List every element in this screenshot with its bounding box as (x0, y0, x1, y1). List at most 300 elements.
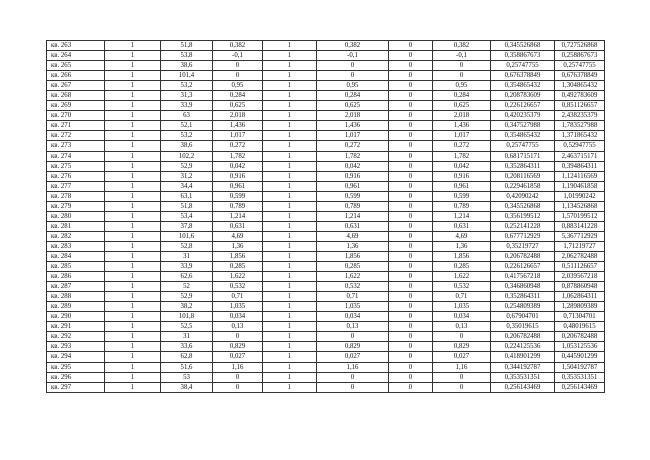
table-cell: 0,631 (317, 221, 389, 231)
apartment-cell: кв. 282 (47, 231, 105, 241)
table-cell: 0,229461858 (491, 181, 555, 191)
table-cell: 0,284 (213, 91, 263, 101)
table-cell: 0,961 (433, 181, 491, 191)
apartment-cell: кв. 277 (47, 181, 105, 191)
table-cell: 1,134526868 (555, 201, 605, 211)
table-cell: 0,878860948 (555, 282, 605, 292)
table-cell: 0,789 (213, 201, 263, 211)
table-cell: 0 (213, 372, 263, 382)
table-cell: 33,6 (161, 342, 213, 352)
table-cell: 1 (263, 221, 317, 231)
table-cell: 0,256143469 (555, 382, 605, 392)
table-cell: 1 (105, 131, 161, 141)
apartment-cell: кв. 297 (47, 382, 105, 392)
table-cell: 0,676378849 (491, 71, 555, 81)
table-cell: 1 (263, 161, 317, 171)
table-cell: 0 (389, 191, 433, 201)
table-row (47, 312, 605, 322)
table-cell: 0 (389, 302, 433, 312)
table-cell: 0,95 (317, 81, 389, 91)
table-cell: 0,352864311 (491, 292, 555, 302)
table-cell: 1 (105, 372, 161, 382)
apartment-cell: кв. 263 (47, 41, 105, 51)
table-cell: 1 (263, 211, 317, 221)
table-cell: 0,356199512 (491, 211, 555, 221)
table-cell: 1 (105, 312, 161, 322)
table-cell: 1,289809389 (555, 302, 605, 312)
table-cell: 1,782 (317, 151, 389, 161)
table-cell: 31 (161, 251, 213, 261)
table-row (47, 51, 605, 61)
table-cell: 0,681715171 (491, 151, 555, 161)
table-cell: 0,35219727 (491, 241, 555, 251)
table-cell: 0,13 (433, 322, 491, 332)
table-cell: 0 (389, 81, 433, 91)
table-cell: 0 (389, 131, 433, 141)
apartment-cell: кв. 275 (47, 161, 105, 171)
table-cell: 38,4 (161, 382, 213, 392)
table-cell: 0,272 (213, 141, 263, 151)
table-cell: 2,438235379 (555, 111, 605, 121)
table-cell: 1 (263, 41, 317, 51)
table-cell: 1 (105, 282, 161, 292)
table-cell: 1 (105, 71, 161, 81)
apartment-cell: кв. 290 (47, 312, 105, 322)
table-row (47, 91, 605, 101)
table-cell: 1 (105, 111, 161, 121)
table-cell: 52,9 (161, 292, 213, 302)
table-cell: 0 (389, 121, 433, 131)
table-cell: 0,208783609 (491, 91, 555, 101)
table-cell: 1 (105, 302, 161, 312)
table-cell: 4,69 (213, 231, 263, 241)
table-cell: 0,256143469 (491, 382, 555, 392)
table-row (47, 141, 605, 151)
table-cell: 53,8 (161, 51, 213, 61)
table-row (47, 191, 605, 201)
apartment-cell: кв. 288 (47, 292, 105, 302)
table-cell: 0,71 (317, 292, 389, 302)
table-cell: 0,71 (433, 292, 491, 302)
table-cell: 1 (263, 111, 317, 121)
table-cell: 1 (105, 342, 161, 352)
table-cell: 0,631 (213, 221, 263, 231)
table-cell: 1,856 (213, 251, 263, 261)
apartment-cell: кв. 296 (47, 372, 105, 382)
table-cell: 1 (105, 382, 161, 392)
table-cell: 1 (263, 332, 317, 342)
apartment-cell: кв. 269 (47, 101, 105, 111)
table-cell: 0,25747755 (555, 61, 605, 71)
table-row (47, 121, 605, 131)
table-cell: 0 (389, 91, 433, 101)
table-row (47, 211, 605, 221)
table-cell: 0,027 (213, 352, 263, 362)
table-row (47, 101, 605, 111)
table-cell: 0 (389, 101, 433, 111)
table-cell: 0,284 (317, 91, 389, 101)
table-cell: 1 (105, 352, 161, 362)
table-cell: 0,13 (213, 322, 263, 332)
table-cell: 1,017 (317, 131, 389, 141)
table-cell: 1 (105, 322, 161, 332)
table-cell: 0,789 (317, 201, 389, 211)
table-cell: -0,1 (433, 51, 491, 61)
table-row (47, 342, 605, 352)
table-row (47, 302, 605, 312)
table-cell: 0,206782488 (491, 251, 555, 261)
table-cell: 1,214 (317, 211, 389, 221)
table-cell: 0,027 (317, 352, 389, 362)
table-cell: 51,8 (161, 41, 213, 51)
table-cell: 0,354865432 (491, 81, 555, 91)
table-cell: 0,345526868 (491, 41, 555, 51)
table-cell: 0,727526868 (555, 41, 605, 51)
table-cell: 0 (389, 221, 433, 231)
table-cell: 0,027 (433, 352, 491, 362)
table-cell: 0,206782488 (491, 332, 555, 342)
table-cell: 0,382 (317, 41, 389, 51)
table-cell: 62,6 (161, 272, 213, 282)
apartment-cell: кв. 273 (47, 141, 105, 151)
table-cell: 0,272 (317, 141, 389, 151)
table-cell: 1 (105, 141, 161, 151)
table-cell: 101,8 (161, 312, 213, 322)
apartment-cell: кв. 276 (47, 171, 105, 181)
table-cell: 1 (263, 141, 317, 151)
apartment-cell: кв. 271 (47, 121, 105, 131)
table-row (47, 241, 605, 251)
table-cell: 1,062864311 (555, 292, 605, 302)
table-cell: 2,018 (213, 111, 263, 121)
table-row (47, 262, 605, 272)
table-cell: 2,039567218 (555, 272, 605, 282)
table-cell: 1,622 (213, 272, 263, 282)
table-row (47, 201, 605, 211)
table-cell: 0 (389, 382, 433, 392)
table-cell: 0 (389, 272, 433, 282)
table-cell: 101,6 (161, 231, 213, 241)
table-cell: 0,916 (213, 171, 263, 181)
table-cell: 1 (263, 101, 317, 111)
table-cell: 1 (263, 191, 317, 201)
table-cell: 5,367712929 (555, 231, 605, 241)
table-cell: 1,16 (317, 362, 389, 372)
table-cell: 52,1 (161, 121, 213, 131)
apartment-cell: кв. 267 (47, 81, 105, 91)
table-cell: 0,599 (317, 191, 389, 201)
table-cell: 0,254809389 (491, 302, 555, 312)
table-cell: 0 (389, 161, 433, 171)
table-cell: 0 (389, 141, 433, 151)
table-cell: 0,42090242 (491, 191, 555, 201)
table-cell: 1 (105, 191, 161, 201)
table-cell: 1 (263, 362, 317, 372)
table-cell: 1,16 (433, 362, 491, 372)
table-cell: 0,35019615 (491, 322, 555, 332)
apartment-cell: кв. 279 (47, 201, 105, 211)
table-cell: 0 (389, 71, 433, 81)
table-cell: 0 (433, 71, 491, 81)
table-cell: 0 (389, 211, 433, 221)
table-cell: 0 (389, 51, 433, 61)
table-cell: 51,6 (161, 362, 213, 372)
table-cell: 1 (263, 262, 317, 272)
table-cell: 1 (263, 382, 317, 392)
table-cell: 1 (263, 171, 317, 181)
table-cell: 0,52947755 (555, 141, 605, 151)
table-cell: 1 (105, 241, 161, 251)
table-cell: 1,017 (433, 131, 491, 141)
table-cell: 1,436 (317, 121, 389, 131)
table-cell: 0,851126657 (555, 101, 605, 111)
apartment-cell: кв. 274 (47, 151, 105, 161)
table-cell: 0,961 (213, 181, 263, 191)
table-cell: 1 (105, 221, 161, 231)
table-cell: 1 (105, 81, 161, 91)
table-cell: -0,1 (317, 51, 389, 61)
table-cell: 2,062782488 (555, 251, 605, 261)
table-cell: 1 (105, 251, 161, 261)
table-cell: 1,436 (213, 121, 263, 131)
table-cell: 1 (263, 181, 317, 191)
table-cell: 1,017 (213, 131, 263, 141)
apartment-cell: кв. 278 (47, 191, 105, 201)
table-cell: 0,67904701 (491, 312, 555, 322)
table-cell: 52 (161, 282, 213, 292)
table-row (47, 382, 605, 392)
table-cell: 0,285 (213, 262, 263, 272)
table-cell: 0,344192787 (491, 362, 555, 372)
table-body (47, 41, 605, 393)
table-cell: 0,285 (433, 262, 491, 272)
table-cell: 1,36 (213, 241, 263, 251)
table-cell: 1 (263, 282, 317, 292)
table-cell: 1,856 (317, 251, 389, 261)
table-cell: 52,9 (161, 161, 213, 171)
apartment-cell: кв. 272 (47, 131, 105, 141)
table-cell: 0,445901299 (555, 352, 605, 362)
table-cell: 0,532 (317, 282, 389, 292)
table-cell: 1 (263, 121, 317, 131)
table-cell: 53 (161, 372, 213, 382)
table-cell: 2,018 (433, 111, 491, 121)
table-cell: 1 (263, 71, 317, 81)
table-cell: 0,042 (213, 161, 263, 171)
table-row (47, 111, 605, 121)
table-cell: 1 (263, 231, 317, 241)
table-cell: 1 (105, 332, 161, 342)
table-cell: 1 (263, 91, 317, 101)
table-row (47, 372, 605, 382)
table-cell: 0,599 (433, 191, 491, 201)
table-cell: 37,8 (161, 221, 213, 231)
apartment-cell: кв. 268 (47, 91, 105, 101)
apartment-cell: кв. 280 (47, 211, 105, 221)
table-cell: 1,622 (317, 272, 389, 282)
table-cell: 4,69 (433, 231, 491, 241)
table-cell: 1 (263, 342, 317, 352)
table-cell: 0,353531351 (555, 372, 605, 382)
table-row (47, 221, 605, 231)
table-row (47, 161, 605, 171)
table-cell: 1 (105, 292, 161, 302)
table-cell: 1 (263, 251, 317, 261)
table-row (47, 352, 605, 362)
apartment-cell: кв. 286 (47, 272, 105, 282)
table-cell: 2,463715171 (555, 151, 605, 161)
table-cell: 0,883141228 (555, 221, 605, 231)
table-cell: 0 (317, 332, 389, 342)
apartment-cell: кв. 291 (47, 322, 105, 332)
table-cell: 101,4 (161, 71, 213, 81)
table-cell: 0 (317, 71, 389, 81)
table-cell: 0 (317, 61, 389, 71)
table-cell: 1,214 (213, 211, 263, 221)
table-row (47, 292, 605, 302)
table-cell: 31,2 (161, 171, 213, 181)
table-cell: 1 (105, 181, 161, 191)
table-row (47, 332, 605, 342)
table-cell: 1,36 (433, 241, 491, 251)
apartment-cell: кв. 270 (47, 111, 105, 121)
table-cell: 0,042 (317, 161, 389, 171)
table-cell: 0 (213, 332, 263, 342)
table-cell: 0,631 (433, 221, 491, 231)
apartment-cell: кв. 264 (47, 51, 105, 61)
table-cell: 38,6 (161, 61, 213, 71)
table-row (47, 282, 605, 292)
table-cell: 1 (105, 171, 161, 181)
table-cell: 0,034 (213, 312, 263, 322)
table-cell: 1 (263, 201, 317, 211)
table-cell: 0,599 (213, 191, 263, 201)
table-cell: 1 (105, 201, 161, 211)
table-cell: 0,285 (317, 262, 389, 272)
table-cell: 0,382 (433, 41, 491, 51)
table-cell: 0,394864311 (555, 161, 605, 171)
table-cell: 0 (389, 342, 433, 352)
table-row (47, 131, 605, 141)
table-cell: 0 (213, 61, 263, 71)
table-cell: -0,1 (213, 51, 263, 61)
table-row (47, 171, 605, 181)
table-cell: 1 (263, 241, 317, 251)
apartment-cell: кв. 294 (47, 352, 105, 362)
table-cell: 0,034 (433, 312, 491, 322)
table-cell: 1 (105, 231, 161, 241)
table-cell: 0,95 (213, 81, 263, 91)
table-cell: 1,035 (213, 302, 263, 312)
table-cell: 62,8 (161, 352, 213, 362)
table-cell: 0,25747755 (491, 141, 555, 151)
table-cell: 1,16 (213, 362, 263, 372)
table-cell: 1,304865432 (555, 81, 605, 91)
table-cell: 0 (389, 322, 433, 332)
table-cell: 0 (389, 362, 433, 372)
table-cell: 1 (263, 292, 317, 302)
table-cell: 51,8 (161, 201, 213, 211)
table-cell: 4,69 (317, 231, 389, 241)
apartment-cell: кв. 289 (47, 302, 105, 312)
table-cell: 1 (263, 312, 317, 322)
table-cell: 0,418901299 (491, 352, 555, 362)
table-cell: 52,8 (161, 241, 213, 251)
table-cell: 1 (263, 372, 317, 382)
table-cell: 0,345526868 (491, 201, 555, 211)
table-cell: 34,4 (161, 181, 213, 191)
table-cell: 0,352864311 (491, 161, 555, 171)
table-cell: 1,570199512 (555, 211, 605, 221)
table-cell: 53,4 (161, 211, 213, 221)
table-cell: 0 (317, 372, 389, 382)
table-cell: 1 (263, 322, 317, 332)
table-cell: 0 (389, 262, 433, 272)
table-cell: 2,018 (317, 111, 389, 121)
table-cell: 33,9 (161, 262, 213, 272)
table-cell: 0,95 (433, 81, 491, 91)
table-cell: 0,71304701 (555, 312, 605, 322)
table-cell: 0,25747755 (491, 61, 555, 71)
table-row (47, 251, 605, 261)
table-cell: 0,354865432 (491, 131, 555, 141)
table-cell: 0,677712929 (491, 231, 555, 241)
table-cell: 0,224125536 (491, 342, 555, 352)
table-cell: 1,035 (317, 302, 389, 312)
table-cell: 1,436 (433, 121, 491, 131)
table-row (47, 81, 605, 91)
table-cell: 31 (161, 332, 213, 342)
table-cell: 1,124116569 (555, 171, 605, 181)
table-cell: 0,034 (317, 312, 389, 322)
table-cell: 0 (389, 151, 433, 161)
table-cell: 1,782 (433, 151, 491, 161)
table-cell: 0,206782488 (555, 332, 605, 342)
table-cell: 0 (433, 61, 491, 71)
table-cell: 0,829 (433, 342, 491, 352)
table-cell: 1,214 (433, 211, 491, 221)
table-cell: 0,258867673 (555, 51, 605, 61)
table-cell: 0,252141228 (491, 221, 555, 231)
table-row (47, 71, 605, 81)
table-cell: 1,856 (433, 251, 491, 261)
table-cell: 0 (389, 282, 433, 292)
table-cell: 1 (105, 61, 161, 71)
table-cell: 0,042 (433, 161, 491, 171)
table-cell: 1,371865432 (555, 131, 605, 141)
apartment-cell: кв. 265 (47, 61, 105, 71)
table-cell: 0,961 (317, 181, 389, 191)
table-cell: 1 (105, 91, 161, 101)
table-cell: 1,035 (433, 302, 491, 312)
table-cell: 0 (389, 41, 433, 51)
table-cell: 1 (105, 121, 161, 131)
apartment-cell: кв. 266 (47, 71, 105, 81)
table-cell: 0,511126657 (555, 262, 605, 272)
table-row (47, 61, 605, 71)
table-cell: 1,622 (433, 272, 491, 282)
table-cell: 0,625 (433, 101, 491, 111)
table-cell: 1 (105, 151, 161, 161)
table-cell: 1 (263, 51, 317, 61)
table-cell: 0,420235379 (491, 111, 555, 121)
table-cell: 0,829 (317, 342, 389, 352)
table-cell: 0 (389, 372, 433, 382)
table-cell: 1 (263, 81, 317, 91)
table-cell: 0 (389, 231, 433, 241)
apartment-cell: кв. 284 (47, 251, 105, 261)
table-cell: 1,71219727 (555, 241, 605, 251)
